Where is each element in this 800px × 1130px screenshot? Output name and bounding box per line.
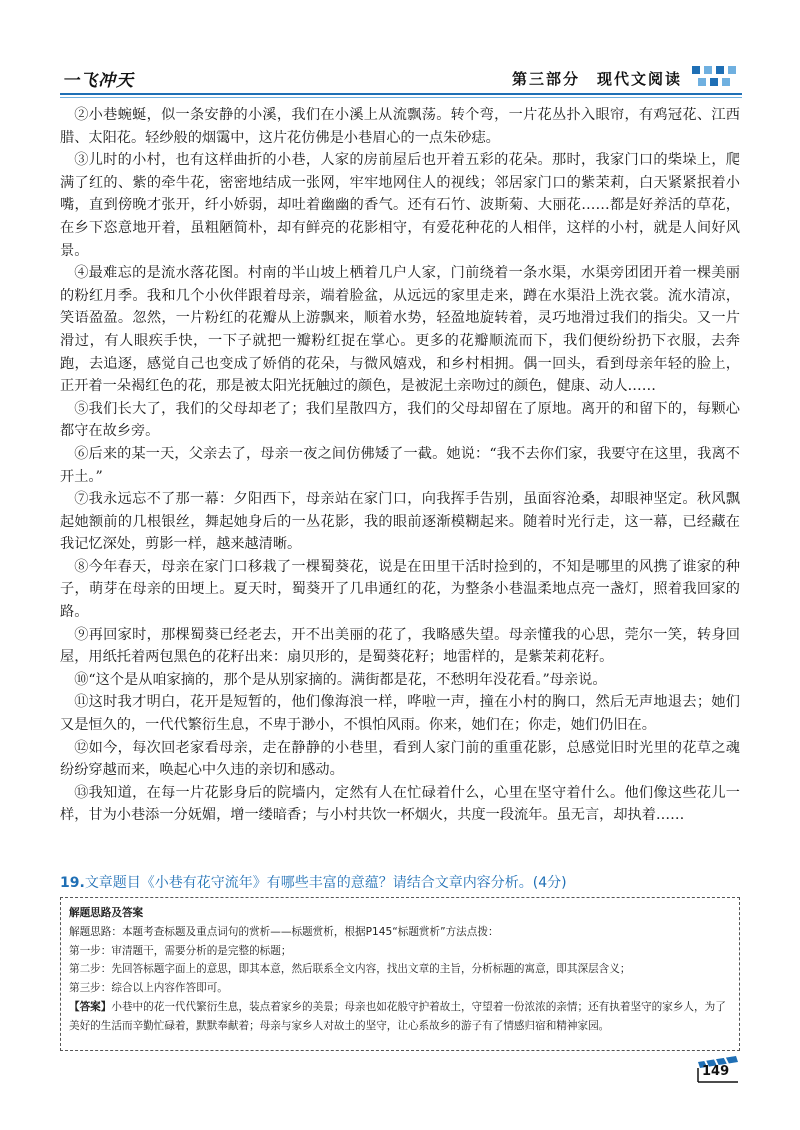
solution-line-1: 解题思路：本题考查标题及重点词句的赏析——标题赏析，根据P145“标题赏析”方法点拨： (69, 925, 499, 938)
answer-text: 小巷中的花一代代繁衍生息，装点着家乡的美景；母亲也如花般守护着故土，守望着一份浓浓的亲情；还有执着坚守的家乡人，为了美好的生活而辛勤忙碌着，默默奉献着；母亲与家乡人对故土的坚守，让心系故乡的游子有了情感归宿和精神家园。 (69, 1000, 726, 1032)
page-number: 149 (702, 1064, 730, 1079)
article-body (60, 104, 740, 827)
paragraph-2: ②小巷蜿蜒，似一条安静的小溪，我们在小溪上从流飘荡。转个弯，一片花丛扑入眼帘，有鸡冠花、江西腊、太阳花。轻纱般的烟霭中，这片花仿佛是小巷眉心的一点朱砂痣。 (60, 107, 740, 146)
solution-line-2: 第一步：审清题干，需要分析的是完整的标题； (69, 944, 292, 957)
paragraph-9: ⑨再回家时，那棵蜀葵已经老去，开不出美丽的花了，我略感失望。母亲懂我的心思，莞尔一笑，转身回屋，用纸托着两包黑色的花籽出来：扇贝形的，是蜀葵花籽；地雷样的，是紫茉莉花籽。 (60, 626, 740, 666)
book-logo: 一飞冲天 (62, 71, 134, 91)
solution-line-3: 第二步：先回答标题字面上的意思，即其本意，然后联系全文内容，找出文章的主旨，分析标题的寓意，即其深层含义； (69, 963, 631, 976)
answer-box-title: 解题思路及答案 (69, 907, 144, 919)
solution-line-4: 第三步：综合以上内容作答即可。 (69, 982, 228, 995)
paragraph-5: ⑤我们长大了，我们的父母却老了；我们星散四方，我们的父母却留在了原地。离开的和留下的，每颗心都守在故乡旁。 (60, 400, 740, 440)
paragraph-3: ③儿时的小村，也有这样曲折的小巷，人家的房前屋后也开着五彩的花朵。那时，我家门口的柴垛上，爬满了红的、紫的牵牛花，密密地结成一张网，牢牢地网住人的视线；邻居家门口的紫茉莉，白天紧紧抿着小嘴，直到傍晚才张开，纤小娇弱，却吐着幽幽的香气。还有石竹、波斯菊、大丽花……都是好养活的草花，在乡下恣意地开着，虽粗陋简朴，却有鲜亮的花影相守，有爱花种花的人相伴，这样的小村，就是人间好风景。 (60, 152, 740, 259)
page-header (60, 64, 740, 92)
paragraph-4: ④最难忘的是流水落花图。村南的半山坡上栖着几户人家，门前绕着一条水渠，水渠旁团团开着一棵美丽的粉红月季。我和几个小伙伴跟着母亲，端着脸盆，从远远的家里走来，蹲在水渠沿上洗衣裳。流水清凉，笑语盈盈。忽然，一片粉红的花瓣从上游飘来，顺着水势，轻盈地旋转着，灵巧地滑过我们的指尖。又一片滑过，有人眼疾手快，一下子就把一瓣粉红捉在掌心。更多的花瓣顺流而下，我们便纷纷扔下衣服，去奔跑，去追逐，感觉自己也变成了娇俏的花朵，与微风嬉戏，和乡村相拥。偶一回头，看到母亲年轻的脸上，正开着一朵褐红色的花，那是被太阳光抚触过的颜色，是被泥土亲吻过的颜色，健康、动人…… (60, 265, 740, 395)
answer-paragraph (69, 998, 731, 1036)
paragraph-12: ⑫如今，每次回老家看母亲，走在静静的小巷里，看到人家门前的重重花影，总感觉旧时光里的花草之魂纷纷穿越而来，唤起心中久违的亲切和感动。 (60, 739, 740, 779)
paragraph-6: ⑥后来的某一天，父亲去了，母亲一夜之间仿佛矮了一截。她说：“我不去你们家，我要守在这里，我离不开土。” (60, 445, 740, 485)
answer-box (60, 897, 740, 1051)
header-rule-thin (60, 97, 742, 98)
section-title: 第三部分 现代文阅读 (511, 70, 682, 88)
paragraph-10: ⑩“这个是从咱家摘的，那个是从别家摘的。满街都是花，不愁明年没花看。”母亲说。 (74, 671, 607, 688)
paragraph-8: ⑧今年春天，母亲在家门口移栽了一棵蜀葵花，说是在田里干活时捡到的，不知是哪里的风携了谁家的种子，萌芽在母亲的田埂上。夏天时，蜀葵开了几串通红的花，为整条小巷温柔地点亮一盏灯，照着我回家的路。 (60, 558, 740, 621)
checker-decoration-icon (690, 64, 740, 90)
question-number: 19. (60, 875, 85, 891)
paragraph-11: ⑪这时我才明白，花开是短暂的，他们像海浪一样，哗啦一声，撞在小村的胸口，然后无声地退去；她们又是恒久的，一代代繁衍生息，不卑于渺小，不惧怕风雨。你来，她们在；你走，她们仍旧在。 (60, 694, 740, 734)
answer-label: 【答案】 (69, 1000, 112, 1013)
header-rule (60, 93, 742, 95)
paragraph-13: ⑬我知道，在每一片花影身后的院墙内，定然有人在忙碌着什么，心里在坚守着什么。他们像这些花儿一样，甘为小巷添一分妩媚，增一缕暗香；与小村共饮一杯烟火，共度一段流年。虽无言，却执着…… (60, 784, 740, 824)
paragraph-7: ⑦我永远忘不了那一幕：夕阳西下，母亲站在家门口，向我挥手告别，虽面容沧桑，却眼神坚定。秋风飘起她额前的几根银丝，舞起她身后的一丛花影，我的眼前逐渐模糊起来。随着时光行走，这一幕，已经藏在我记忆深处，剪影一样，越来越清晰。 (60, 491, 740, 553)
question-19 (60, 872, 740, 892)
question-text: 文章题目《小巷有花守流年》有哪些丰富的意蕴？请结合文章内容分析。(4分) (84, 875, 567, 891)
